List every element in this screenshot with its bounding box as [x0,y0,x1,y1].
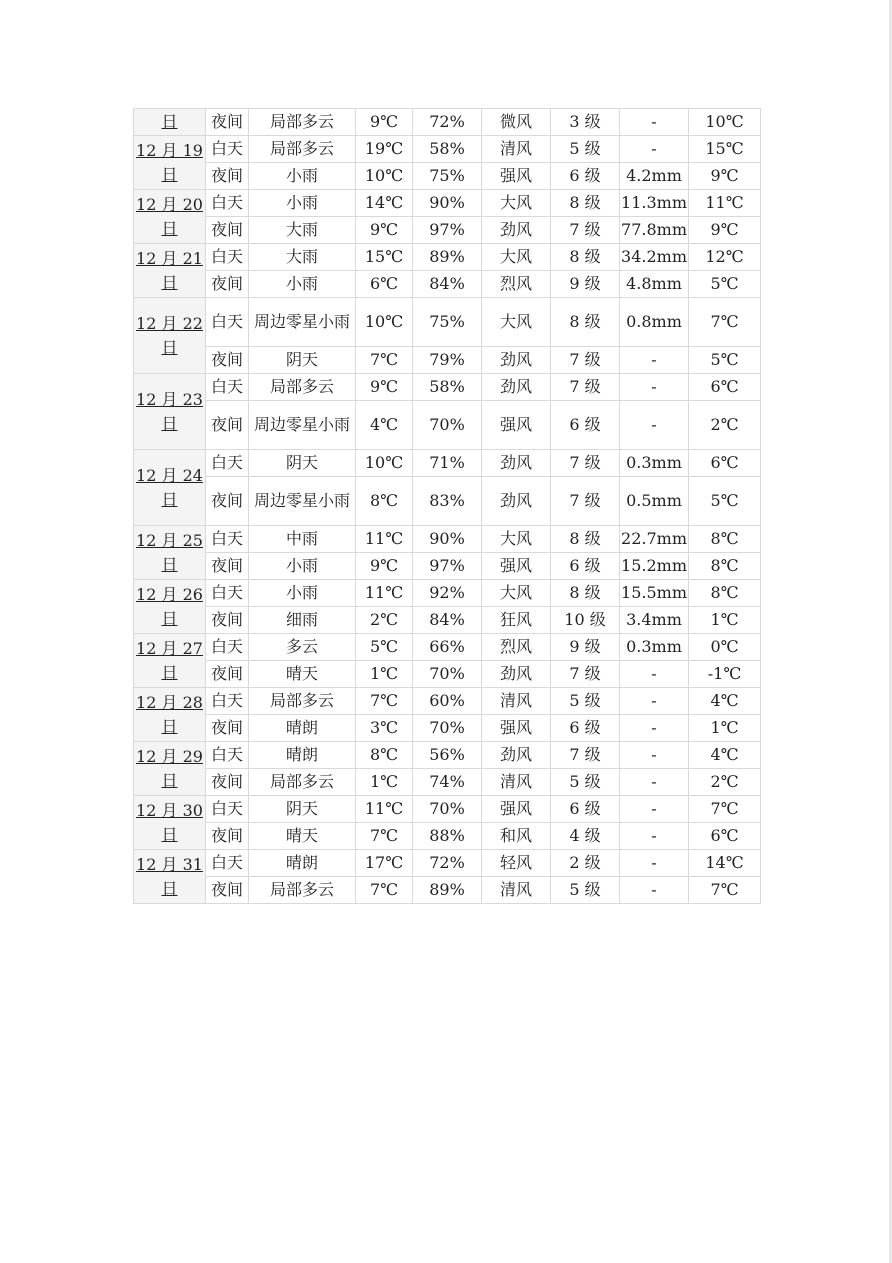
wind-level-cell: 6 级 [551,715,620,742]
wind-level-cell: 6 级 [551,163,620,190]
table-row [134,401,761,450]
precipitation-cell: - [620,661,689,688]
period-cell: 夜间 [206,401,249,450]
wind-cell: 大风 [482,298,551,347]
temperature-cell: 7℃ [356,688,413,715]
wind-level-cell: 5 级 [551,769,620,796]
table-row [134,715,761,742]
humidity-cell: 60% [413,688,482,715]
feels-like-cell: 10℃ [689,109,761,136]
condition-cell: 局部多云 [249,688,356,715]
condition-cell: 局部多云 [249,136,356,163]
humidity-cell: 90% [413,526,482,553]
temperature-cell: 10℃ [356,450,413,477]
condition-cell: 晴朗 [249,850,356,877]
humidity-cell: 58% [413,374,482,401]
period-cell: 夜间 [206,823,249,850]
humidity-cell: 89% [413,877,482,904]
period-cell: 白天 [206,580,249,607]
wind-cell: 清风 [482,136,551,163]
feels-like-cell: 1℃ [689,715,761,742]
period-cell: 白天 [206,374,249,401]
wind-level-cell: 4 级 [551,823,620,850]
precipitation-cell: 77.8mm [620,217,689,244]
precipitation-cell: 22.7mm [620,526,689,553]
wind-cell: 大风 [482,244,551,271]
humidity-cell: 70% [413,401,482,450]
table-row [134,769,761,796]
condition-cell: 大雨 [249,217,356,244]
period-cell: 夜间 [206,661,249,688]
precipitation-cell: - [620,401,689,450]
precipitation-cell: 15.5mm [620,580,689,607]
condition-cell: 小雨 [249,271,356,298]
condition-cell: 周边零星小雨 [249,477,356,526]
period-cell: 白天 [206,244,249,271]
temperature-cell: 11℃ [356,526,413,553]
wind-cell: 微风 [482,109,551,136]
condition-cell: 晴天 [249,661,356,688]
wind-level-cell: 7 级 [551,347,620,374]
wind-cell: 清风 [482,877,551,904]
precipitation-cell: - [620,374,689,401]
period-cell: 夜间 [206,607,249,634]
humidity-cell: 72% [413,109,482,136]
table-row [134,553,761,580]
wind-level-cell: 5 级 [551,136,620,163]
table-row [134,742,761,769]
period-cell: 夜间 [206,553,249,580]
wind-level-cell: 3 级 [551,109,620,136]
precipitation-cell: - [620,742,689,769]
period-cell: 夜间 [206,715,249,742]
period-cell: 夜间 [206,109,249,136]
temperature-cell: 7℃ [356,347,413,374]
precipitation-cell: 0.5mm [620,477,689,526]
temperature-cell: 17℃ [356,850,413,877]
condition-cell: 局部多云 [249,877,356,904]
table-row [134,244,761,271]
precipitation-cell: - [620,877,689,904]
table-row [134,823,761,850]
table-row [134,796,761,823]
condition-cell: 局部多云 [249,374,356,401]
period-cell: 白天 [206,850,249,877]
temperature-cell: 1℃ [356,661,413,688]
wind-cell: 劲风 [482,450,551,477]
condition-cell: 阴天 [249,347,356,374]
period-cell: 夜间 [206,769,249,796]
humidity-cell: 84% [413,607,482,634]
table-row [134,634,761,661]
wind-cell: 烈风 [482,634,551,661]
date-cell: 12 月 23 日 [134,374,206,450]
wind-cell: 强风 [482,796,551,823]
table-row [134,163,761,190]
table-row [134,109,761,136]
precipitation-cell: 0.3mm [620,450,689,477]
table-row [134,477,761,526]
humidity-cell: 75% [413,163,482,190]
wind-cell: 劲风 [482,374,551,401]
wind-cell: 清风 [482,688,551,715]
condition-cell: 阴天 [249,450,356,477]
wind-level-cell: 7 级 [551,742,620,769]
period-cell: 白天 [206,526,249,553]
wind-cell: 劲风 [482,347,551,374]
wind-cell: 轻风 [482,850,551,877]
feels-like-cell: 9℃ [689,163,761,190]
humidity-cell: 84% [413,271,482,298]
humidity-cell: 92% [413,580,482,607]
wind-cell: 大风 [482,190,551,217]
wind-level-cell: 7 级 [551,661,620,688]
date-cell: 12 月 20 日 [134,190,206,244]
feels-like-cell: 8℃ [689,553,761,580]
precipitation-cell: - [620,715,689,742]
temperature-cell: 3℃ [356,715,413,742]
feels-like-cell: 4℃ [689,742,761,769]
table-row [134,190,761,217]
period-cell: 白天 [206,634,249,661]
condition-cell: 周边零星小雨 [249,401,356,450]
temperature-cell: 1℃ [356,769,413,796]
period-cell: 夜间 [206,477,249,526]
wind-level-cell: 8 级 [551,298,620,347]
precipitation-cell: 34.2mm [620,244,689,271]
humidity-cell: 90% [413,190,482,217]
condition-cell: 大雨 [249,244,356,271]
period-cell: 夜间 [206,347,249,374]
temperature-cell: 14℃ [356,190,413,217]
date-cell: 12 月 21 日 [134,244,206,298]
table-row [134,374,761,401]
temperature-cell: 8℃ [356,742,413,769]
wind-cell: 强风 [482,715,551,742]
wind-level-cell: 5 级 [551,688,620,715]
feels-like-cell: 11℃ [689,190,761,217]
precipitation-cell: 4.2mm [620,163,689,190]
humidity-cell: 88% [413,823,482,850]
table-row [134,136,761,163]
condition-cell: 小雨 [249,553,356,580]
table-row [134,580,761,607]
wind-level-cell: 7 级 [551,217,620,244]
table-row [134,850,761,877]
feels-like-cell: 15℃ [689,136,761,163]
date-cell: 12 月 22 日 [134,298,206,374]
weather-table-body [134,109,761,904]
temperature-cell: 11℃ [356,580,413,607]
humidity-cell: 83% [413,477,482,526]
humidity-cell: 58% [413,136,482,163]
date-cell: 12 月 19 日 [134,136,206,190]
table-row [134,271,761,298]
humidity-cell: 79% [413,347,482,374]
condition-cell: 局部多云 [249,769,356,796]
humidity-cell: 72% [413,850,482,877]
wind-cell: 烈风 [482,271,551,298]
condition-cell: 晴天 [249,823,356,850]
date-cell: 12 月 29 日 [134,742,206,796]
precipitation-cell: 3.4mm [620,607,689,634]
humidity-cell: 70% [413,661,482,688]
wind-level-cell: 8 级 [551,526,620,553]
table-row [134,347,761,374]
feels-like-cell: 1℃ [689,607,761,634]
temperature-cell: 11℃ [356,796,413,823]
feels-like-cell: 6℃ [689,823,761,850]
wind-level-cell: 9 级 [551,271,620,298]
feels-like-cell: 12℃ [689,244,761,271]
condition-cell: 周边零星小雨 [249,298,356,347]
wind-level-cell: 7 级 [551,477,620,526]
humidity-cell: 75% [413,298,482,347]
period-cell: 白天 [206,136,249,163]
temperature-cell: 7℃ [356,877,413,904]
wind-cell: 强风 [482,553,551,580]
humidity-cell: 97% [413,553,482,580]
humidity-cell: 97% [413,217,482,244]
precipitation-cell: - [620,796,689,823]
period-cell: 夜间 [206,217,249,244]
condition-cell: 晴朗 [249,715,356,742]
feels-like-cell: 2℃ [689,769,761,796]
precipitation-cell: - [620,109,689,136]
table-row [134,450,761,477]
wind-cell: 强风 [482,163,551,190]
temperature-cell: 8℃ [356,477,413,526]
wind-cell: 劲风 [482,661,551,688]
condition-cell: 小雨 [249,190,356,217]
condition-cell: 多云 [249,634,356,661]
temperature-cell: 9℃ [356,553,413,580]
temperature-cell: 9℃ [356,374,413,401]
period-cell: 白天 [206,450,249,477]
humidity-cell: 74% [413,769,482,796]
temperature-cell: 9℃ [356,109,413,136]
wind-cell: 清风 [482,769,551,796]
wind-cell: 狂风 [482,607,551,634]
precipitation-cell: - [620,769,689,796]
temperature-cell: 5℃ [356,634,413,661]
wind-level-cell: 7 级 [551,450,620,477]
period-cell: 夜间 [206,271,249,298]
feels-like-cell: 14℃ [689,850,761,877]
wind-level-cell: 6 级 [551,553,620,580]
condition-cell: 阴天 [249,796,356,823]
humidity-cell: 70% [413,715,482,742]
humidity-cell: 66% [413,634,482,661]
feels-like-cell: 6℃ [689,450,761,477]
table-row [134,688,761,715]
humidity-cell: 56% [413,742,482,769]
date-cell: 12 月 25 日 [134,526,206,580]
feels-like-cell: 4℃ [689,688,761,715]
temperature-cell: 2℃ [356,607,413,634]
feels-like-cell: 8℃ [689,526,761,553]
temperature-cell: 7℃ [356,823,413,850]
wind-level-cell: 8 级 [551,190,620,217]
wind-cell: 劲风 [482,217,551,244]
feels-like-cell: 6℃ [689,374,761,401]
wind-cell: 劲风 [482,477,551,526]
period-cell: 白天 [206,742,249,769]
precipitation-cell: 4.8mm [620,271,689,298]
period-cell: 夜间 [206,877,249,904]
temperature-cell: 15℃ [356,244,413,271]
date-cell: 日 [134,109,206,136]
feels-like-cell: 9℃ [689,217,761,244]
temperature-cell: 10℃ [356,298,413,347]
period-cell: 白天 [206,298,249,347]
feels-like-cell: -1℃ [689,661,761,688]
condition-cell: 小雨 [249,163,356,190]
table-row [134,217,761,244]
date-cell: 12 月 31 日 [134,850,206,904]
temperature-cell: 6℃ [356,271,413,298]
humidity-cell: 70% [413,796,482,823]
wind-level-cell: 5 级 [551,877,620,904]
wind-cell: 大风 [482,526,551,553]
feels-like-cell: 0℃ [689,634,761,661]
table-row [134,877,761,904]
precipitation-cell: - [620,850,689,877]
precipitation-cell: - [620,688,689,715]
feels-like-cell: 7℃ [689,877,761,904]
feels-like-cell: 5℃ [689,347,761,374]
condition-cell: 细雨 [249,607,356,634]
temperature-cell: 19℃ [356,136,413,163]
feels-like-cell: 7℃ [689,796,761,823]
wind-level-cell: 6 级 [551,796,620,823]
wind-cell: 劲风 [482,742,551,769]
feels-like-cell: 7℃ [689,298,761,347]
wind-cell: 大风 [482,580,551,607]
period-cell: 夜间 [206,163,249,190]
period-cell: 白天 [206,796,249,823]
wind-cell: 强风 [482,401,551,450]
wind-level-cell: 8 级 [551,580,620,607]
temperature-cell: 9℃ [356,217,413,244]
feels-like-cell: 5℃ [689,271,761,298]
wind-cell: 和风 [482,823,551,850]
humidity-cell: 71% [413,450,482,477]
feels-like-cell: 8℃ [689,580,761,607]
table-row [134,661,761,688]
wind-level-cell: 6 级 [551,401,620,450]
wind-level-cell: 8 级 [551,244,620,271]
weather-forecast-table [133,108,761,904]
table-row [134,298,761,347]
condition-cell: 小雨 [249,580,356,607]
precipitation-cell: - [620,347,689,374]
feels-like-cell: 2℃ [689,401,761,450]
precipitation-cell: - [620,136,689,163]
temperature-cell: 10℃ [356,163,413,190]
table-row [134,526,761,553]
table-row [134,607,761,634]
precipitation-cell: 11.3mm [620,190,689,217]
precipitation-cell: 15.2mm [620,553,689,580]
wind-level-cell: 2 级 [551,850,620,877]
wind-level-cell: 10 级 [551,607,620,634]
period-cell: 白天 [206,688,249,715]
condition-cell: 晴朗 [249,742,356,769]
precipitation-cell: 0.3mm [620,634,689,661]
wind-level-cell: 9 级 [551,634,620,661]
condition-cell: 中雨 [249,526,356,553]
feels-like-cell: 5℃ [689,477,761,526]
date-cell: 12 月 28 日 [134,688,206,742]
date-cell: 12 月 27 日 [134,634,206,688]
temperature-cell: 4℃ [356,401,413,450]
date-cell: 12 月 26 日 [134,580,206,634]
date-cell: 12 月 30 日 [134,796,206,850]
date-cell: 12 月 24 日 [134,450,206,526]
period-cell: 白天 [206,190,249,217]
precipitation-cell: - [620,823,689,850]
humidity-cell: 89% [413,244,482,271]
condition-cell: 局部多云 [249,109,356,136]
wind-level-cell: 7 级 [551,374,620,401]
precipitation-cell: 0.8mm [620,298,689,347]
